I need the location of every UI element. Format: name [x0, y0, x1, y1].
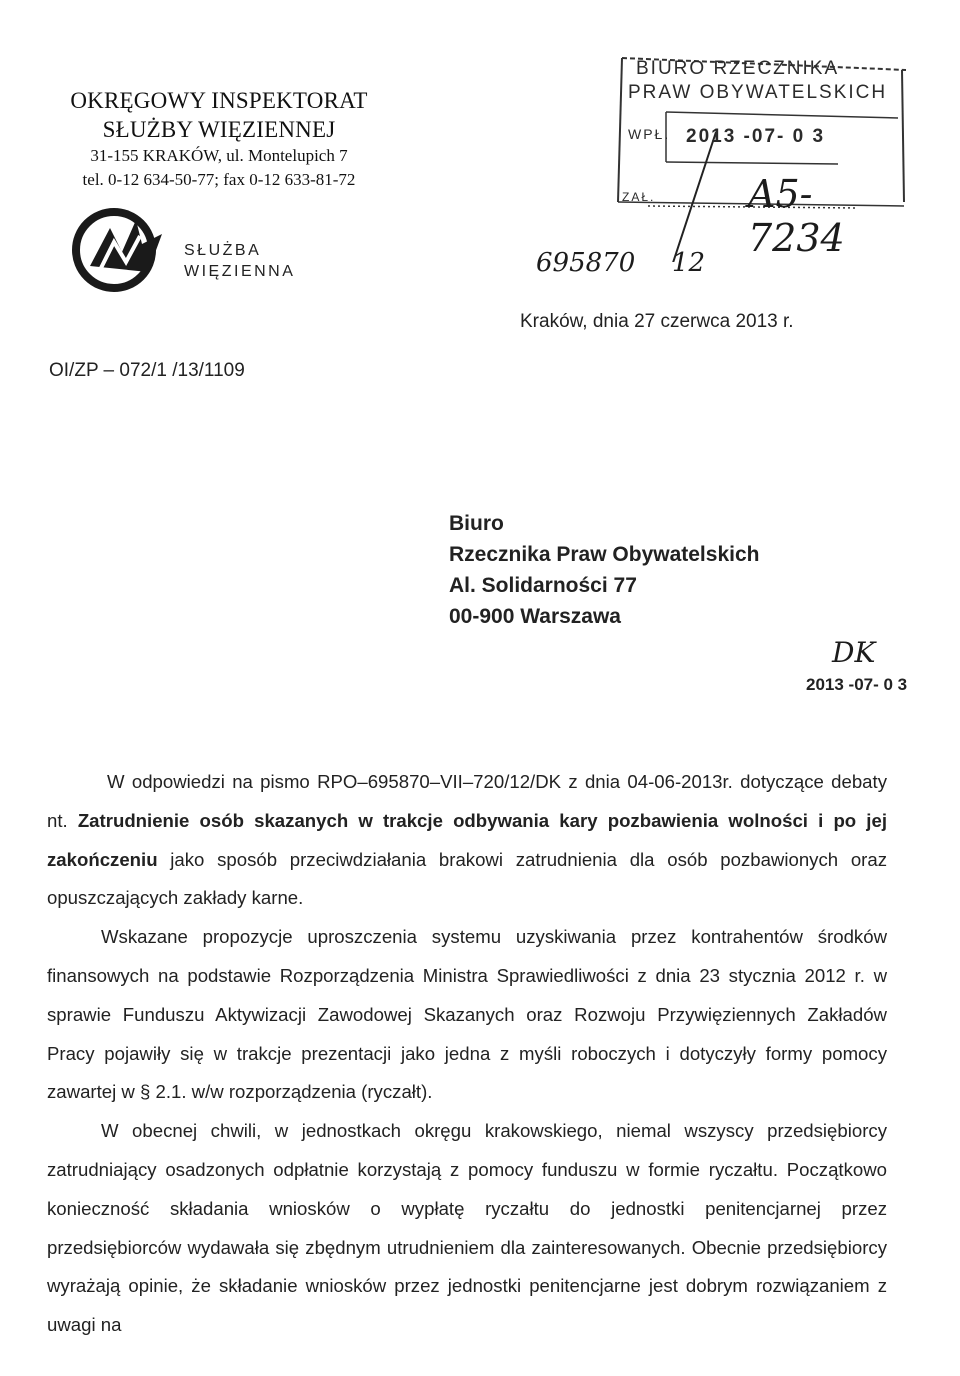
handwritten-code: A5-7234	[748, 172, 845, 260]
addressee-line2: Rzecznika Praw Obywatelskich	[449, 543, 760, 566]
received-initials: DK	[832, 636, 876, 669]
addressee-line3: Al. Solidarności 77	[449, 574, 637, 597]
addressee-line4: 00-900 Warszawa	[449, 605, 621, 628]
handwritten-mark: 12	[672, 248, 706, 278]
stamp-zal-label: ZAŁ.	[622, 190, 656, 204]
document-date: Kraków, dnia 27 czerwca 2013 r.	[520, 311, 794, 332]
reference-number: OI/ZP – 072/1 /13/1109	[49, 360, 245, 381]
addressee-line1: Biuro	[449, 512, 504, 535]
institution-header	[0, 86, 438, 192]
addressee-block	[449, 508, 759, 632]
paragraph-1	[47, 763, 887, 918]
institution-address: 31-155 KRAKÓW, ul. Montelupich 7	[90, 146, 348, 165]
logo-text-line1: SŁUŻBA	[184, 242, 262, 259]
paragraph-1-end: jako sposób przeciwdziałania brakowi zatrudnienia dla osób pozbawionych oraz opuszczających zakłady karne.	[47, 848, 887, 909]
letter-body	[47, 763, 887, 1345]
institution-phone: tel. 0-12 634-50-77; fax 0-12 633-81-72	[82, 170, 356, 189]
prison-service-logo-icon	[70, 208, 178, 292]
stamp-title-line1: BIURO RZECZNIKA	[636, 58, 840, 79]
received-date: 2013 -07- 0 3	[806, 675, 908, 694]
logo-text	[184, 240, 295, 282]
paragraph-2: Wskazane propozycje uproszczenia systemu uzyskiwania przez kontrahentów środków finansowych na podstawie Rozporządzenia Ministra Sprawiedliwości z dnia 23 stycznia 2012 r. w sprawie Funduszu Aktywizacji Zawodowej Skazanych oraz Rozwoju Przywięziennych Zakładów Pracy pojawiły się w trakcje prezentacji jako jedna z myśli roboczych i dotyczyły formy pomocy zawartej w § 2.1. w/w rozporządzenia (ryczałt).	[47, 926, 887, 1103]
stamp-title-line2: PRAW OBYWATELSKICH	[628, 82, 888, 103]
institution-name-line2: SŁUŻBY WIĘZIENNEJ	[102, 117, 336, 142]
handwritten-case-number: 695870	[536, 248, 636, 278]
paragraph-1-start: W odpowiedzi na pismo RPO–695870–VII–720/12/DK z dnia 04-06-2013r. dotyczące debaty nt.	[47, 771, 887, 831]
logo-text-line2: WIĘZIENNA	[184, 263, 296, 280]
paragraph-3: W obecnej chwili, w jednostkach okręgu krakowskiego, niemal wszyscy przedsiębiorcy zatrudniający osadzonych odpłatnie korzystają z pomocy funduszu w formie ryczałtu. Początkowo konieczność składania wniosków o wypłatę ryczałtu do jednostki penitencjarnej przez przedsiębiorców wydawała się zbędnym utrudnieniem dla zainteresowanych. Obecnie przedsiębiorcy wyrażają opinie, że składanie wniosków przez jednostki penitencjarne jest dobrym rozwiązaniem z uwagi na	[47, 1120, 887, 1336]
stamp-wpl-label: WPŁ.	[628, 126, 671, 142]
incoming-stamp	[536, 52, 908, 278]
stamp-wpl-date: 2013 -07- 0 3	[686, 126, 826, 147]
institution-name-line1: OKRĘGOWY INSPEKTORAT	[70, 88, 368, 113]
debate-title: Zatrudnienie osób skazanych w trakcje odbywania kary pozbawienia wolności i po jej zakończeniu	[47, 809, 887, 870]
